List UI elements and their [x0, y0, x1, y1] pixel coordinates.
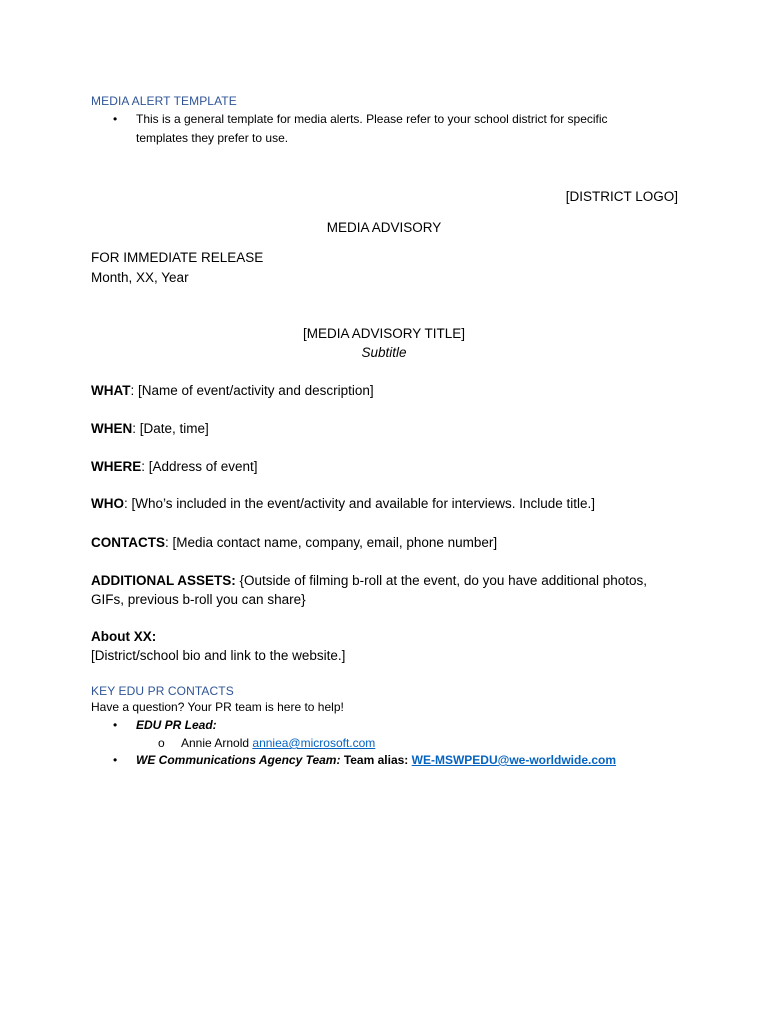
field-where-value: : [Address of event] — [141, 459, 258, 474]
advisory-subtitle — [0, 343, 768, 362]
advisory-title: [MEDIA ADVISORY TITLE] — [302, 326, 466, 341]
bullet-icon: • — [113, 753, 118, 767]
field-what-value: : [Name of event/activity and description] — [130, 383, 374, 398]
field-about-value: [District/school bio and link to the website.] — [91, 648, 346, 663]
intro-bullet-line2: templates they prefer to use. — [136, 131, 289, 145]
field-who — [91, 494, 595, 513]
bullet-icon: • — [113, 112, 118, 126]
field-where — [91, 457, 258, 476]
section-title-key-contacts: KEY EDU PR CONTACTS — [91, 684, 234, 698]
field-when-label: WHEN — [91, 421, 133, 436]
advisory-subtitle-text: Subtitle — [361, 345, 407, 360]
agency-label: WE Communications Agency Team: — [136, 753, 341, 767]
field-assets-value-line2: GIFs, previous b-roll you can share} — [91, 592, 306, 607]
media-advisory-heading: MEDIA ADVISORY — [326, 220, 442, 235]
field-who-label: WHO — [91, 496, 124, 511]
field-when — [91, 419, 209, 438]
agency-line — [136, 751, 616, 770]
lead-name: Annie Arnold — [181, 736, 253, 750]
lead-label — [136, 716, 217, 735]
release-line: FOR IMMEDIATE RELEASE — [91, 250, 264, 265]
field-contacts — [91, 533, 497, 552]
sub-bullet-icon: o — [158, 736, 165, 750]
section-title-media-alert: MEDIA ALERT TEMPLATE — [91, 94, 237, 108]
field-assets — [91, 571, 647, 590]
field-where-label: WHERE — [91, 459, 142, 474]
lead-label-text: EDU PR Lead: — [136, 718, 217, 732]
bullet-icon: • — [113, 718, 118, 732]
alias-email-link[interactable]: WE-MSWPEDU@we-worldwide.com — [411, 753, 617, 767]
field-assets-value-line1: {Outside of filming b-roll at the event, do you have additional photos, — [235, 573, 648, 588]
release-date: Month, XX, Year — [91, 270, 189, 285]
field-what-label: WHAT — [91, 383, 131, 398]
field-contacts-value: : [Media contact name, company, email, phone number] — [165, 535, 498, 550]
intro-bullet-line1: This is a general template for media alerts. Please refer to your school district for specific — [136, 112, 608, 126]
lead-email-link[interactable]: anniea@microsoft.com — [252, 736, 376, 750]
field-about-label-text: About XX: — [91, 629, 157, 644]
field-contacts-label: CONTACTS — [91, 535, 165, 550]
field-when-value: : [Date, time] — [132, 421, 209, 436]
field-about-label — [91, 627, 156, 646]
contacts-intro: Have a question? Your PR team is here to help! — [91, 700, 344, 714]
field-assets-label: ADDITIONAL ASSETS: — [91, 573, 236, 588]
alias-label: Team alias: — [340, 753, 412, 767]
district-logo-placeholder: [DISTRICT LOGO] — [565, 189, 678, 204]
field-who-value: : [Who’s included in the event/activity and available for interviews. Include title.] — [124, 496, 595, 511]
field-what — [91, 381, 374, 400]
